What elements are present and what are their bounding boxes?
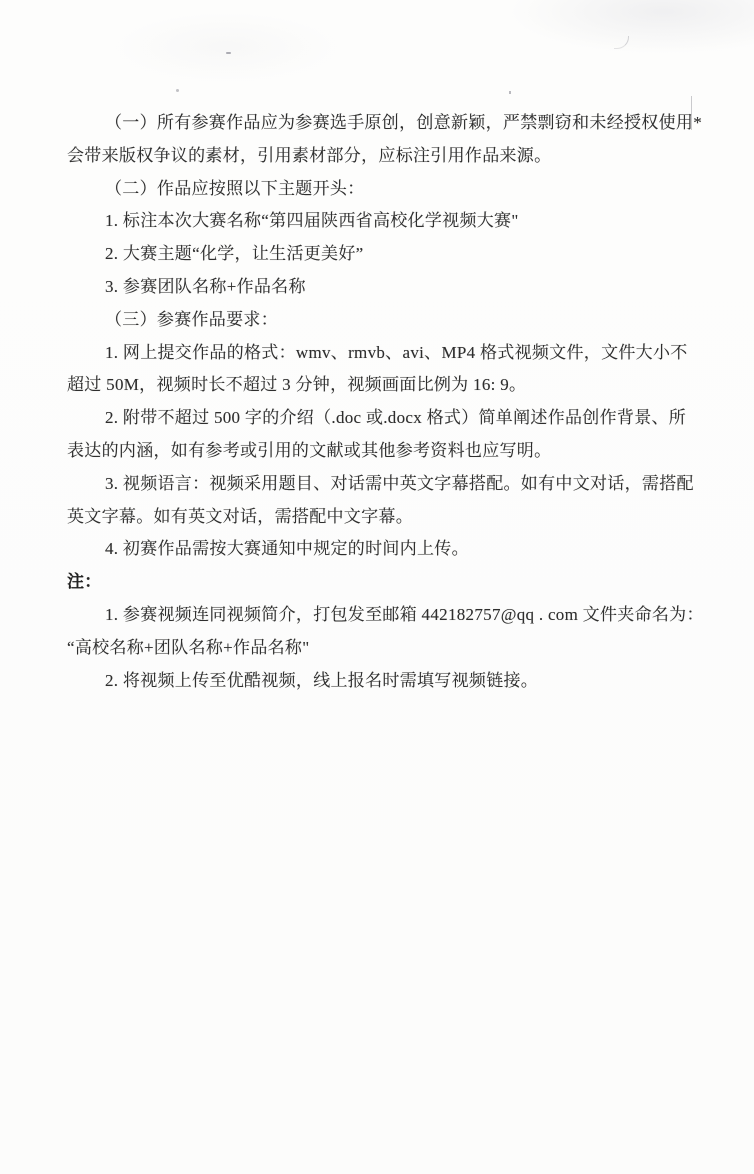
- text-line: 2. 附带不超过 500 字的介绍（.doc 或.docx 格式）简单阐述作品创作背景、所: [105, 408, 687, 428]
- text-line: 2. 大赛主题“化学，让生活更美好”: [105, 244, 364, 264]
- text-line: 英文字幕。如有英文对话，需搭配中文字幕。: [67, 506, 413, 526]
- text-line: （三）参赛作品要求：: [105, 309, 278, 329]
- text-line: 3. 视频语言：视频采用题目、对话需中英文字幕搭配。如有中文对话，需搭配: [105, 473, 694, 493]
- scan-artifact-speck: [176, 89, 179, 92]
- text-line: 2. 将视频上传至优酷视频，线上报名时需填写视频链接。: [105, 670, 539, 690]
- text-line: 会带来版权争议的素材，引用素材部分，应标注引用作品来源。: [67, 145, 552, 165]
- scan-artifact-speck: [509, 91, 511, 94]
- text-line: 4. 初赛作品需按大赛通知中规定的时间内上传。: [105, 539, 469, 559]
- scan-artifact-speck: [226, 52, 231, 54]
- text-line: 1. 参赛视频连同视频简介，打包发至邮箱 442182757@qq . com 文件夹命名为：: [105, 604, 704, 624]
- text-line: 1. 标注本次大赛名称“第四届陕西省高校化学视频大赛": [105, 211, 519, 231]
- text-line: 超过 50M，视频时长不超过 3 分钟，视频画面比例为 16: 9。: [67, 375, 527, 395]
- text-line: （二）作品应按照以下主题开头：: [105, 178, 365, 198]
- text-line: “高校名称+团队名称+作品名称": [67, 637, 310, 657]
- text-line: 3. 参赛团队名称+作品名称: [105, 276, 306, 296]
- scan-artifact-mark: [614, 36, 629, 49]
- text-line: 1. 网上提交作品的格式：wmv、rmvb、avi、MP4 格式视频文件，文件大小不: [105, 342, 688, 362]
- text-line: 注：: [67, 572, 102, 592]
- text-block: [67, 107, 715, 697]
- text-line: 表达的内涵，如有参考或引用的文献或其他参考资料也应写明。: [67, 440, 552, 460]
- text-line: （一）所有参赛作品应为参赛选手原创，创意新颖，严禁剽窃和未经授权使用*: [105, 113, 702, 132]
